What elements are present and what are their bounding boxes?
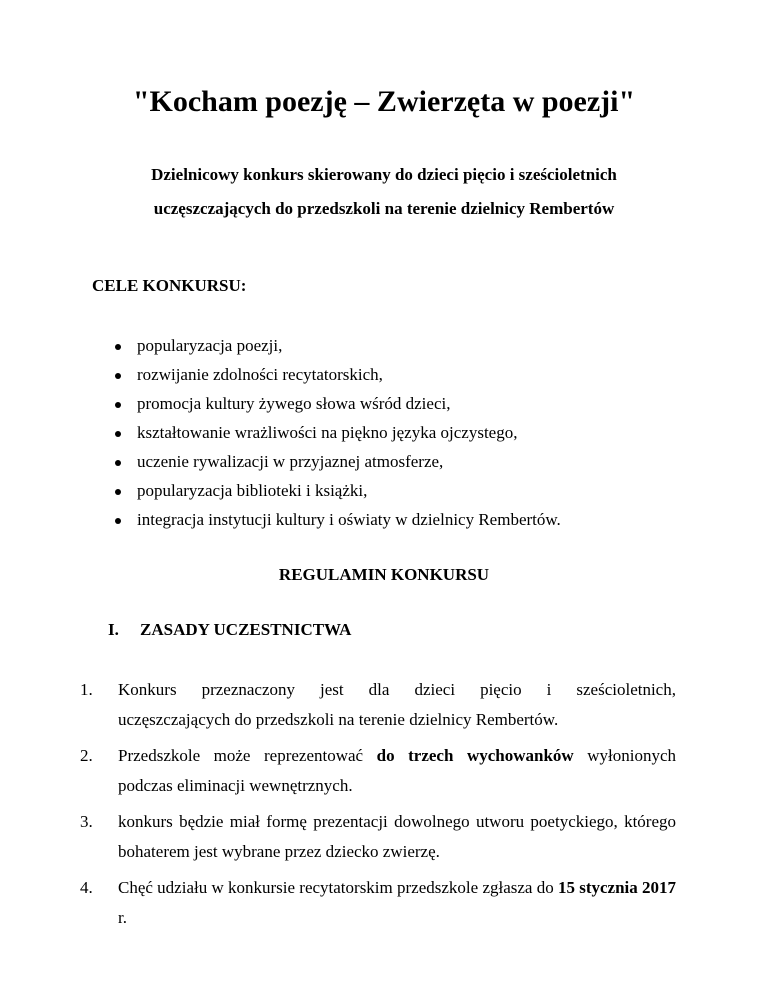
goal-text: popularyzacja biblioteki i książki, xyxy=(137,481,368,500)
rule-word: przeznaczony xyxy=(201,680,296,699)
rule-text: konkurs będzie miał formę prezentacji dowolnego utworu poetyckiego, którego bohaterem jest wybrane przez dziecko zwierzę. xyxy=(118,812,676,861)
document-subtitle xyxy=(0,158,768,226)
goal-text: promocja kultury żywego słowa wśród dzieci, xyxy=(137,394,451,413)
rule-emphasis: 15 stycznia 2017 xyxy=(557,878,677,897)
rule-emphasis: do trzech wychowanków xyxy=(376,746,574,765)
goal-text: rozwijanie zdolności recytatorskich, xyxy=(137,365,383,384)
rule-line xyxy=(118,675,676,705)
section-number: I. xyxy=(108,620,119,639)
goal-text: integracja instytucji kultury i oświaty w dzielnicy Rembertów. xyxy=(137,510,561,529)
cele-heading: CELE KONKURSU: xyxy=(92,276,247,295)
list-item xyxy=(80,741,676,801)
bullet-icon xyxy=(115,373,121,379)
subtitle-line: Dzielnicowy konkurs skierowany do dzieci pięcio i sześcioletnich xyxy=(151,165,617,184)
rule-number: 3. xyxy=(80,812,93,831)
bullet-icon xyxy=(115,489,121,495)
bullet-icon xyxy=(115,431,121,437)
goal-text: popularyzacja poezji, xyxy=(137,336,283,355)
bullet-icon xyxy=(115,344,121,350)
bullet-icon xyxy=(115,518,121,524)
bullet-icon xyxy=(115,460,121,466)
list-item xyxy=(92,392,692,421)
rule-text: Chęć udziału w konkursie recytatorskim przedszkole zgłasza do xyxy=(118,878,558,897)
rule-number: 1. xyxy=(80,680,93,699)
rules-list xyxy=(80,675,676,939)
document-title: "Kocham poezję – Zwierzęta w poezji" xyxy=(132,85,636,118)
rule-word: jest xyxy=(320,680,344,699)
list-item xyxy=(92,508,692,537)
goals-list xyxy=(92,334,692,537)
rule-word: dla xyxy=(368,680,390,699)
rule-word: dzieci xyxy=(414,680,456,699)
subtitle-line: uczęszczających do przedszkoli na terenie dzielnicy Rembertów xyxy=(153,199,615,218)
list-item xyxy=(92,479,692,508)
rule-line: uczęszczających do przedszkoli na terenie dzielnicy Rembertów. xyxy=(118,710,559,729)
rule-text: r. xyxy=(118,908,127,927)
section-title: ZASADY UCZESTNICTWA xyxy=(140,620,352,639)
list-item xyxy=(80,873,676,933)
list-item xyxy=(92,334,692,363)
rule-text: Przedszkole może reprezentować xyxy=(118,746,377,765)
rule-number: 4. xyxy=(80,878,93,897)
rule-word: i xyxy=(546,680,552,699)
list-item xyxy=(80,675,676,735)
rule-number: 2. xyxy=(80,746,93,765)
rule-word: Konkurs xyxy=(118,680,177,699)
list-item xyxy=(92,450,692,479)
regulamin-heading: REGULAMIN KONKURSU xyxy=(278,565,490,584)
goal-text: uczenie rywalizacji w przyjaznej atmosferze, xyxy=(137,452,444,471)
rule-text: wyłonionych podczas eliminacji wewnętrznych. xyxy=(118,746,677,795)
list-item xyxy=(80,807,676,867)
goal-text: kształtowanie wrażliwości na piękno języka ojczystego, xyxy=(137,423,518,442)
list-item xyxy=(92,363,692,392)
rule-word: pięcio xyxy=(480,680,522,699)
list-item xyxy=(92,421,692,450)
section-heading xyxy=(108,618,351,642)
bullet-icon xyxy=(115,402,121,408)
rule-word: sześcioletnich, xyxy=(576,680,676,699)
